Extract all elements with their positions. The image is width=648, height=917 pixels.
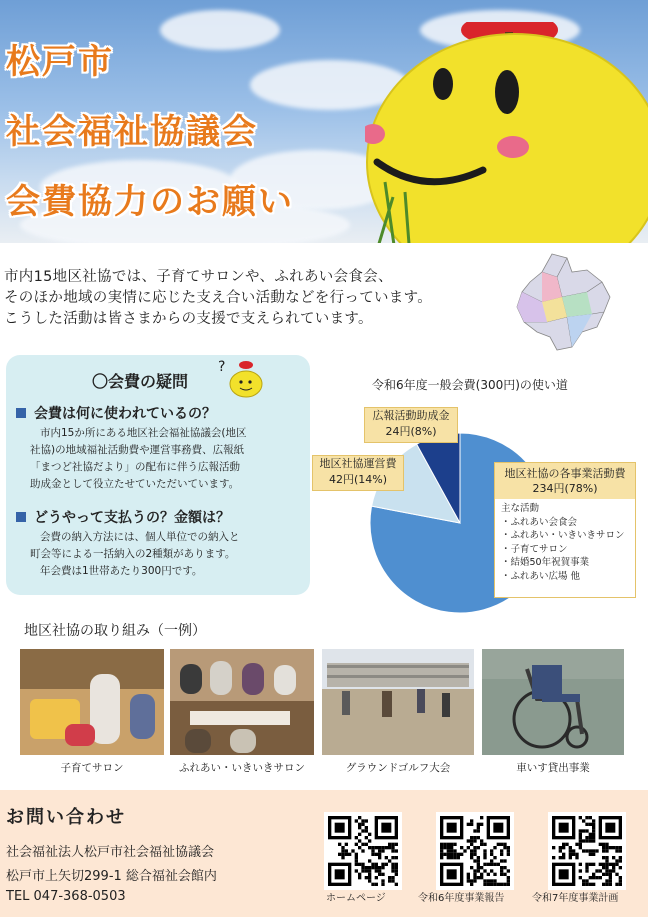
caption-fureai: ふれあい・いきいきサロン	[179, 762, 305, 774]
answer-line: 助成金として役立たせていただいています。	[30, 478, 240, 490]
city-district-map	[512, 252, 612, 352]
answer-line: 町会等による一括納入の2種類があります。	[30, 548, 236, 560]
intro-text	[4, 267, 504, 330]
faq-question-2-text: どうやって支払うの？金額は？	[34, 510, 230, 526]
activity-item: ・ふれあい・いきいきサロン	[501, 530, 625, 541]
activity-item: ・ふれあい広場 他	[501, 570, 581, 582]
photo-fureai-salon	[170, 649, 314, 755]
intro-line: こうした活動は皆さまからの支援で支えられています。	[4, 311, 373, 327]
answer-line: 年会費は1世帯あたり300円です。	[40, 565, 203, 577]
qr-code-report[interactable]	[436, 812, 514, 890]
data-label: 42円(14%)	[328, 473, 388, 486]
mascot-icon	[218, 357, 266, 399]
photo-wheelchair	[482, 649, 624, 755]
photo-kosodate-salon	[20, 649, 164, 755]
legend-callout-jigyou	[494, 462, 636, 598]
chart-title: 令和6年度一般会費(300円)の使い道	[372, 378, 568, 392]
photo-ground-golf	[322, 649, 474, 755]
mascot-character	[365, 22, 648, 243]
caption-wheelchair: 車いす貸出事業	[516, 762, 590, 774]
legend-label: 地区社協運営費	[319, 457, 397, 470]
title-line-2: 社会福祉協議会	[6, 112, 258, 152]
legend-label: 広報活動助成金	[372, 409, 450, 422]
activity-item: ・ふれあい会食会	[501, 516, 578, 528]
qr-label-homepage: ホームページ	[326, 893, 386, 904]
contact-address: 松戸市上矢切299-1 総合福祉会館内	[6, 869, 217, 884]
contact-title: お問い合わせ	[6, 807, 126, 828]
faq-question-1-text: 会費は何に使われているの？	[34, 406, 216, 422]
faq-question-1	[16, 403, 216, 423]
contact-phone: TEL 047-368-0503	[6, 889, 126, 904]
contact-org: 社会福祉法人松戸市社会福祉協議会	[6, 845, 215, 860]
answer-line: 市内15か所にある地区社会福祉協議会(地区	[40, 427, 247, 439]
activity-item: ・子育てサロン	[501, 543, 568, 555]
activities-title: 地区社協の取り組み（一例）	[24, 623, 206, 639]
main-activities-title: 主な活動	[501, 503, 540, 514]
title-line-1: 松戸市	[6, 42, 114, 82]
answer-line: 社協)の地域福祉活動費や運営事務費、広報紙	[30, 444, 245, 456]
qr-code-plan[interactable]	[548, 812, 626, 890]
title-line-3: 会費協力のお願い	[6, 182, 294, 222]
faq-title: 〇会費の疑問	[92, 372, 189, 391]
faq-question-2	[16, 507, 230, 527]
bullet-square-icon	[16, 512, 26, 522]
caption-kosodate: 子育てサロン	[60, 762, 124, 774]
legend-label: 地区社協の各事業活動費	[504, 467, 626, 480]
answer-line: 会費の納入方法には、個人単位での納入と	[40, 531, 240, 543]
data-label: 234円(78%)	[532, 482, 598, 495]
qr-label-report: 令和6年度事業報告	[418, 893, 505, 904]
intro-line: 市内15地区社協では、子育てサロンや、ふれあい会食会、	[4, 269, 393, 285]
qr-label-plan: 令和7年度事業計画	[532, 893, 619, 904]
svg-text:?: ?	[218, 359, 226, 375]
faq-box	[6, 355, 310, 595]
activity-item: ・結婚50年祝賀事業	[501, 557, 590, 568]
legend-callout-kouhou	[364, 407, 458, 443]
main-activities	[495, 499, 635, 586]
answer-line: 「まつど社協だより」の配布に伴う広報活動	[30, 461, 240, 473]
intro-line: そのほか地域の実情に応じた支え合い活動などを行っています。	[4, 290, 433, 306]
faq-answer-1	[30, 425, 310, 493]
header-banner	[0, 0, 648, 243]
caption-ground-golf: グラウンドゴルフ大会	[345, 762, 451, 774]
data-label: 24円(8%)	[385, 425, 437, 438]
legend-callout-unei	[312, 455, 404, 491]
faq-answer-2	[30, 529, 310, 580]
qr-code-homepage[interactable]	[324, 812, 402, 890]
bullet-square-icon	[16, 408, 26, 418]
